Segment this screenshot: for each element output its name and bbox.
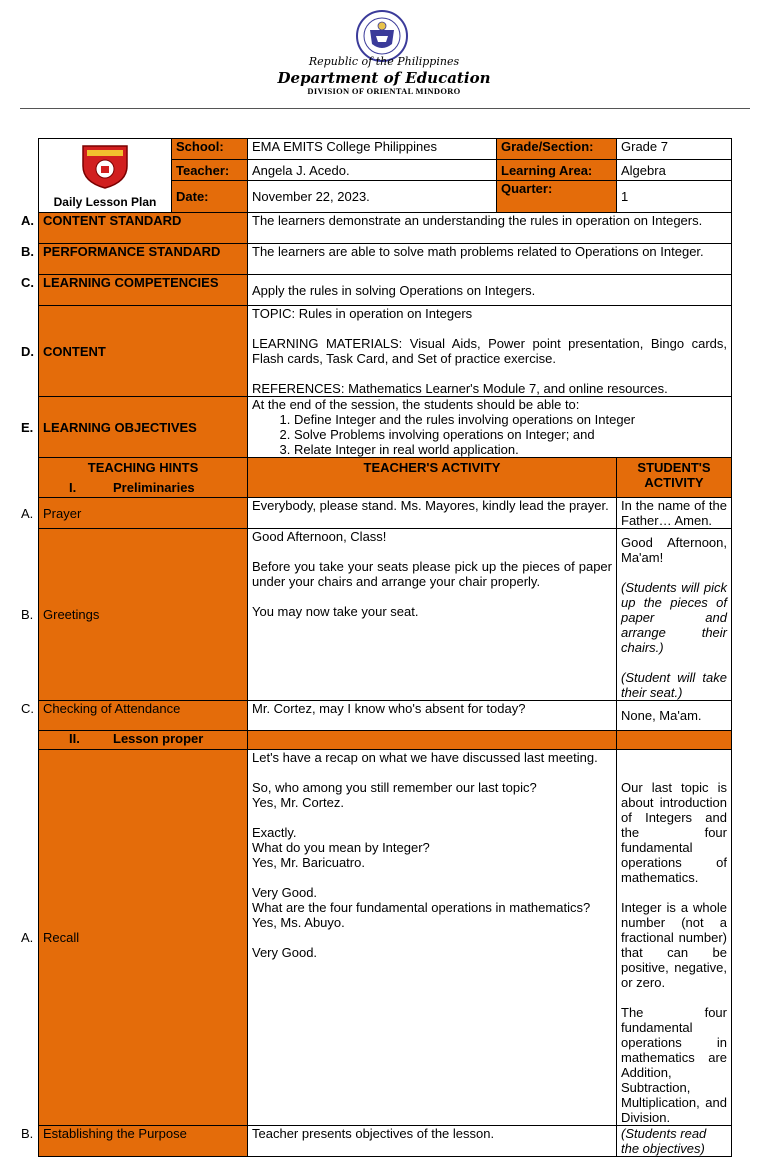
establishing-purpose-label: B. Establishing the Purpose xyxy=(39,1126,248,1157)
recall-teacher xyxy=(248,750,617,1126)
content-standard-text: The learners demonstrate an understanding the rules in operation on Integers. xyxy=(248,213,732,244)
lesson-proper-student-blank xyxy=(617,731,732,750)
lesson-proper-teacher-blank xyxy=(248,731,617,750)
attendance-label: C. Checking of Attendance xyxy=(39,701,248,731)
objectives-list xyxy=(252,412,727,457)
recall-teacher-line: Yes, Mr. Baricuatro. xyxy=(252,855,365,870)
date-label: Date: xyxy=(172,181,248,213)
quarter-label: Quarter: xyxy=(497,181,617,213)
prayer-label: A. Prayer xyxy=(39,498,248,529)
preliminaries-label: I. Preliminaries xyxy=(69,480,195,495)
greetings-student-line: (Students will pick up the pieces of paper and arrange their chairs.) xyxy=(621,580,727,655)
purpose-student: (Students read the objectives) xyxy=(617,1126,732,1157)
content-references: REFERENCES: Mathematics Learner's Module 7, and online resources. xyxy=(252,381,668,396)
teacher-label: Teacher: xyxy=(172,160,248,181)
learning-area-value: Algebra xyxy=(617,160,732,181)
objective-item: 1. Define Integer and the rules involving operations on Integer xyxy=(294,412,727,427)
lesson-plan-table xyxy=(21,138,732,1157)
letterhead-department: Department of Education xyxy=(277,69,491,87)
recall-teacher-line: Very Good. xyxy=(252,885,318,900)
date-value: November 22, 2023. xyxy=(248,181,497,213)
prayer-student: In the name of the Father… Amen. xyxy=(617,498,732,529)
purpose-teacher: Teacher presents objectives of the lesson. xyxy=(248,1126,617,1157)
greetings-label: B. Greetings xyxy=(39,529,248,701)
objective-item: 3. Relate Integer in real world application. xyxy=(294,442,727,457)
content-materials: LEARNING MATERIALS: Visual Aids, Power point presentation, Bingo cards, Flash cards, Task Card, and Set of practice exercise. xyxy=(252,336,727,366)
recall-student-line: The four fundamental operations in mathematics are Addition, Subtraction, Multiplication, and Division. xyxy=(621,1005,727,1125)
students-activity-header: STUDENT'S ACTIVITY xyxy=(617,458,732,498)
recall-teacher-line: Yes, Mr. Cortez. xyxy=(252,795,344,810)
school-value: EMA EMITS College Philippines xyxy=(248,139,497,160)
learning-competencies-text: Apply the rules in solving Operations on Integers. xyxy=(248,275,732,306)
teaching-hints-header xyxy=(39,458,248,498)
learning-objectives-cell xyxy=(248,397,732,458)
attendance-teacher: Mr. Cortez, may I know who's absent for today? xyxy=(248,701,617,731)
greetings-teacher xyxy=(248,529,617,701)
teachers-activity-header: TEACHER'S ACTIVITY xyxy=(248,458,617,498)
attendance-student: None, Ma'am. xyxy=(617,701,732,731)
lesson-proper-label: II. Lesson proper xyxy=(39,731,248,750)
learning-competencies-label: C. LEARNING COMPETENCIES xyxy=(39,275,248,306)
grade-section-label: Grade/Section: xyxy=(497,139,617,160)
objectives-intro: At the end of the session, the students should be able to: xyxy=(252,397,580,412)
performance-standard-text: The learners are able to solve math problems related to Operations on Integer. xyxy=(248,244,732,275)
teacher-value: Angela J. Acedo. xyxy=(248,160,497,181)
greetings-teacher-line: Before you take your seats please pick up the pieces of paper under your chairs and arrange your chair properly. xyxy=(252,559,612,589)
content-label: D. CONTENT xyxy=(39,306,248,397)
quarter-value: 1 xyxy=(617,181,732,213)
school-logo-icon xyxy=(77,142,133,190)
objective-item: 2. Solve Problems involving operations on Integer; and xyxy=(294,427,727,442)
recall-teacher-line: Yes, Ms. Abuyo. xyxy=(252,915,345,930)
recall-teacher-line: So, who among you still remember our last topic? xyxy=(252,780,537,795)
daily-lesson-plan-label: Daily Lesson Plan xyxy=(53,194,157,209)
greetings-teacher-line: You may now take your seat. xyxy=(252,604,419,619)
teaching-hints-label: TEACHING HINTS xyxy=(87,460,199,475)
recall-teacher-line: What do you mean by Integer? xyxy=(252,840,430,855)
greetings-student xyxy=(617,529,732,701)
performance-standard-label: B. PERFORMANCE STANDARD xyxy=(39,244,248,275)
recall-teacher-line: What are the four fundamental operations in mathematics? xyxy=(252,900,591,915)
letterhead xyxy=(0,0,768,110)
recall-label: A. Recall xyxy=(39,750,248,1126)
content-standard-label: A. CONTENT STANDARD xyxy=(39,213,248,244)
learning-area-label: Learning Area: xyxy=(497,160,617,181)
school-label: School: xyxy=(172,139,248,160)
recall-teacher-line: Let's have a recap on what we have discussed last meeting. xyxy=(252,750,598,765)
recall-teacher-line: Exactly. xyxy=(252,825,297,840)
recall-student xyxy=(617,750,732,1126)
learning-objectives-label: E. LEARNING OBJECTIVES xyxy=(39,397,248,458)
school-logo-cell xyxy=(39,139,172,213)
greetings-teacher-line: Good Afternoon, Class! xyxy=(252,529,387,544)
header-divider xyxy=(20,108,750,109)
grade-section-value: Grade 7 xyxy=(617,139,732,160)
greetings-student-line: (Student will take their seat.) xyxy=(621,670,727,700)
letterhead-republic: Republic of the Philippines xyxy=(308,55,460,68)
content-topic: TOPIC: Rules in operation on Integers xyxy=(252,306,473,321)
recall-student-line: Integer is a whole number (not a fractional number) that can be positive, negative, or zero. xyxy=(621,900,727,990)
recall-teacher-line: Very Good. xyxy=(252,945,318,960)
letterhead-division: DIVISION OF ORIENTAL MINDORO xyxy=(307,86,461,96)
greetings-student-line: Good Afternoon, Ma'am! xyxy=(621,535,727,565)
recall-student-line: Our last topic is about introduction of Integers and the four fundamental operations of mathematics. xyxy=(621,780,727,885)
prayer-teacher: Everybody, please stand. Ms. Mayores, kindly lead the prayer. xyxy=(248,498,617,529)
content-cell xyxy=(248,306,732,397)
